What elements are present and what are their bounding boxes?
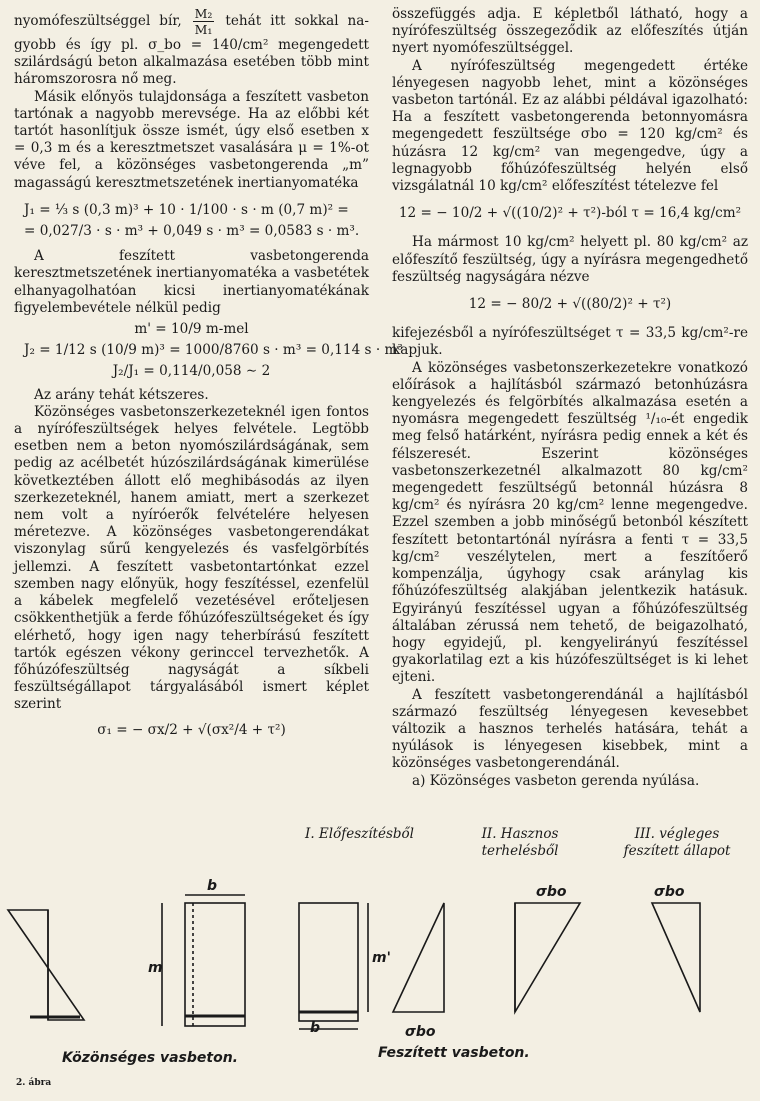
equation-tau-33: 12 = − 80/2 + √((80/2)² + τ²) <box>468 296 672 313</box>
label-m-prime: m' <box>372 950 391 966</box>
caption-text: I. Előfeszítésből <box>305 826 414 842</box>
equation-tau-16: 12 = − 10/2 + √((10/2)² + τ²)-ból τ = 16,4 kg/cm² <box>398 205 742 222</box>
caption-text: feszített állapot <box>623 843 731 859</box>
equation-ratio: J₂/J₁ = 0,114/0,058 ∼ 2 <box>112 363 271 380</box>
paragraph-result: kifejezésből a nyírófeszültséget τ = 33,5 kg/cm²-re kapjuk. <box>392 325 748 359</box>
equation-sigma1: σ₁ = − σx/2 + √(σx²/4 + τ²) <box>97 721 286 738</box>
prestressed-section <box>299 903 358 1021</box>
paragraph-subheading: a) Közönséges vasbeton gerenda nyúlása. <box>412 772 700 789</box>
text-fragment: nyomófeszültséggel bír, <box>14 13 182 29</box>
live-load-triangle <box>515 903 580 1012</box>
label-ordinary-concrete: Közönséges vasbeton. <box>62 1050 239 1066</box>
label-b-1: b <box>207 878 218 894</box>
label-m: m <box>148 960 163 976</box>
paragraph-inertia: A feszített vasbetongerenda keresztmetszetének inertianyomatéka a vasbetétek elhanyagolhatóan kicsi inertianyomatékának figyelembevétele nélkül pedig <box>14 248 369 316</box>
caption-text: III. végleges <box>634 826 720 842</box>
label-sigma-iii: σbo <box>654 884 685 900</box>
label-b-2: b <box>310 1020 321 1036</box>
label-prestressed-concrete: Feszített vasbeton. <box>378 1045 530 1061</box>
paragraph-shear-allowed: A nyírófeszültség megengedett értéke lényegesen nagyobb lehet, mint a közönséges vasbeton tartónál. Ez az alábbi példával igazolható: Ha a feszített vasbetongerenda betonnyomásra megengedett feszültsége σbo = 120 kg/cm² és húzásra 12 kg/cm² van megengedve, úgy a legnagyobb főhúzófeszültség helyén első vizsgálatnál 10 kg/cm² előfeszítést tételezve fel <box>392 57 748 195</box>
text-fragment: tehát itt sokkal na- <box>225 13 369 29</box>
ordinary-section <box>185 903 245 1026</box>
caption-text: II. Hasznos <box>481 826 559 842</box>
numerator: M₂ <box>194 6 213 21</box>
ordinary-stress-triangle <box>8 910 84 1020</box>
caption-text: terhelésből <box>481 843 559 859</box>
final-state-triangle <box>652 903 700 1012</box>
text-fragment: gyobb és így pl. σ_bo = 140/cm² megengedett szilárdságú beton alkalmazása esetében több mint háromszorosra nő meg. <box>14 37 369 88</box>
paragraph-stiffness: Másik előnyös tulajdonsága a feszített vasbeton tartónak a nagyobb merevsége. Ha az előbbi két tartót hasonlítjuk össze ismét, úgy első esetben x = 0,3 m és a keresztmetszet vasalására μ = 1%-ot véve fel, a közönséges vasbetongerenda „m” magasságú keresztmetszetének inertianyomatéka <box>14 88 369 191</box>
label-sigma-ii: σbo <box>536 884 567 900</box>
figure-number: 2. ábra <box>16 1078 52 1088</box>
prestress-triangle <box>393 903 444 1012</box>
paragraph-elongation: A feszített vasbetongerendánál a hajlításból származó feszültség lényegesen kevesebbet változik a hasznos terhelés hatására, tehát a nyúlások is lényegesen kisebbek, mint a közönséges vasbetongerendánál. <box>392 686 748 772</box>
label-sigma-bottom: σbo <box>405 1024 436 1040</box>
equation-j1-b: = 0,027/3 · s · m³ + 0,049 s · m³ = 0,0583 s · m³. <box>24 223 360 240</box>
paragraph-ratio: Az arány tehát kétszeres. <box>34 386 209 403</box>
paragraph-continuation: összefüggés adja. E képletből látható, hogy a nyírófeszültség összegeződik az előfeszítés útján nyert nyomófeszültséggel. <box>392 6 748 57</box>
paragraph-regulations: A közönséges vasbetonszerkezetekre vonatkozó előírások a hajlításból származó betonhúzásra kengyelezés és felgörbítés alkalmazása esetén a nyomásra megengedett feszültség ¹/₁₀-ét engedik meg felső határként, nyírásra pedig ennek a két és félszeresét. Eszerint közönséges vasbetonszerkezetnél alkalmazott 80 kg/cm² megengedett feszültségű betonnál húzásra 8 kg/cm² és nyírásra 20 kg/cm² lenne megengedve. Ezzel szemben a jobb minőségű betonból készített feszített betontartónál nyírásra a fenti τ = 33,5 kg/cm² veszélytelen, mert a feszítőerő kompenzálja, úgyhogy csak aránylag kis főhúzófeszültség alakjában jelentkezik hatásuk. Egyirányú feszítéssel ugyan a főhúzófeszültség általában zérussá nem tehető, de beigazolható, hogy egyidejű, pl. kengyelirányú feszítéssel gyakorlatilag ezt a kis húzófeszültséget is ki lehet ejteni. <box>392 359 748 686</box>
equation-j2: J₂ = 1/12 s (10/9 m)³ = 1000/8760 s · m³ = 0,114 s · m³ <box>24 342 403 359</box>
paragraph-shear: Közönséges vasbetonszerkezeteknél igen fontos a nyírófeszültségek helyes felvétele. Legtöbb esetben nem a beton nyomószilárdságának, sem pedig az acélbetét húzószilárdságának kimerülése következtében állott elő meghibásodás az ilyen szerkezeteknél, hanem amiatt, mert a szerkezet nem volt a nyíróerők felvételére helyesen méretezve. A közönséges vasbetongerendákat viszonylag sűrű kengyelezés és vasfelgörbítés jellemzi. A feszített vasbetontartónkat ezzel szemben nagy előnyük, hogy feszítéssel, ezenfelül a kábelek megfelelő vezetésével erőteljesen csökkenthetjük a ferde főhúzófeszültségeket és így elérhető, hogy igen nagy teherbírású feszített tartók egészen vékony gerinccel tervezhetők. A főhúzófeszültség nagyságát a síkbeli feszültségállapot tárgyalásából ismert képlet szerint <box>14 403 369 713</box>
denominator: M₁ <box>194 22 213 37</box>
paragraph-80: Ha mármost 10 kg/cm² helyett pl. 80 kg/cm² az előfeszítő feszültség, úgy a nyírásra megengedhető feszültség nagyságára nézve <box>392 234 748 285</box>
equation-j1-a: J₁ = ⅓ s (0,3 m)³ + 10 · 1/100 · s · m (0,7 m)² = <box>24 201 349 218</box>
equation-m-prime: m' = 10/9 m-mel <box>134 321 249 338</box>
